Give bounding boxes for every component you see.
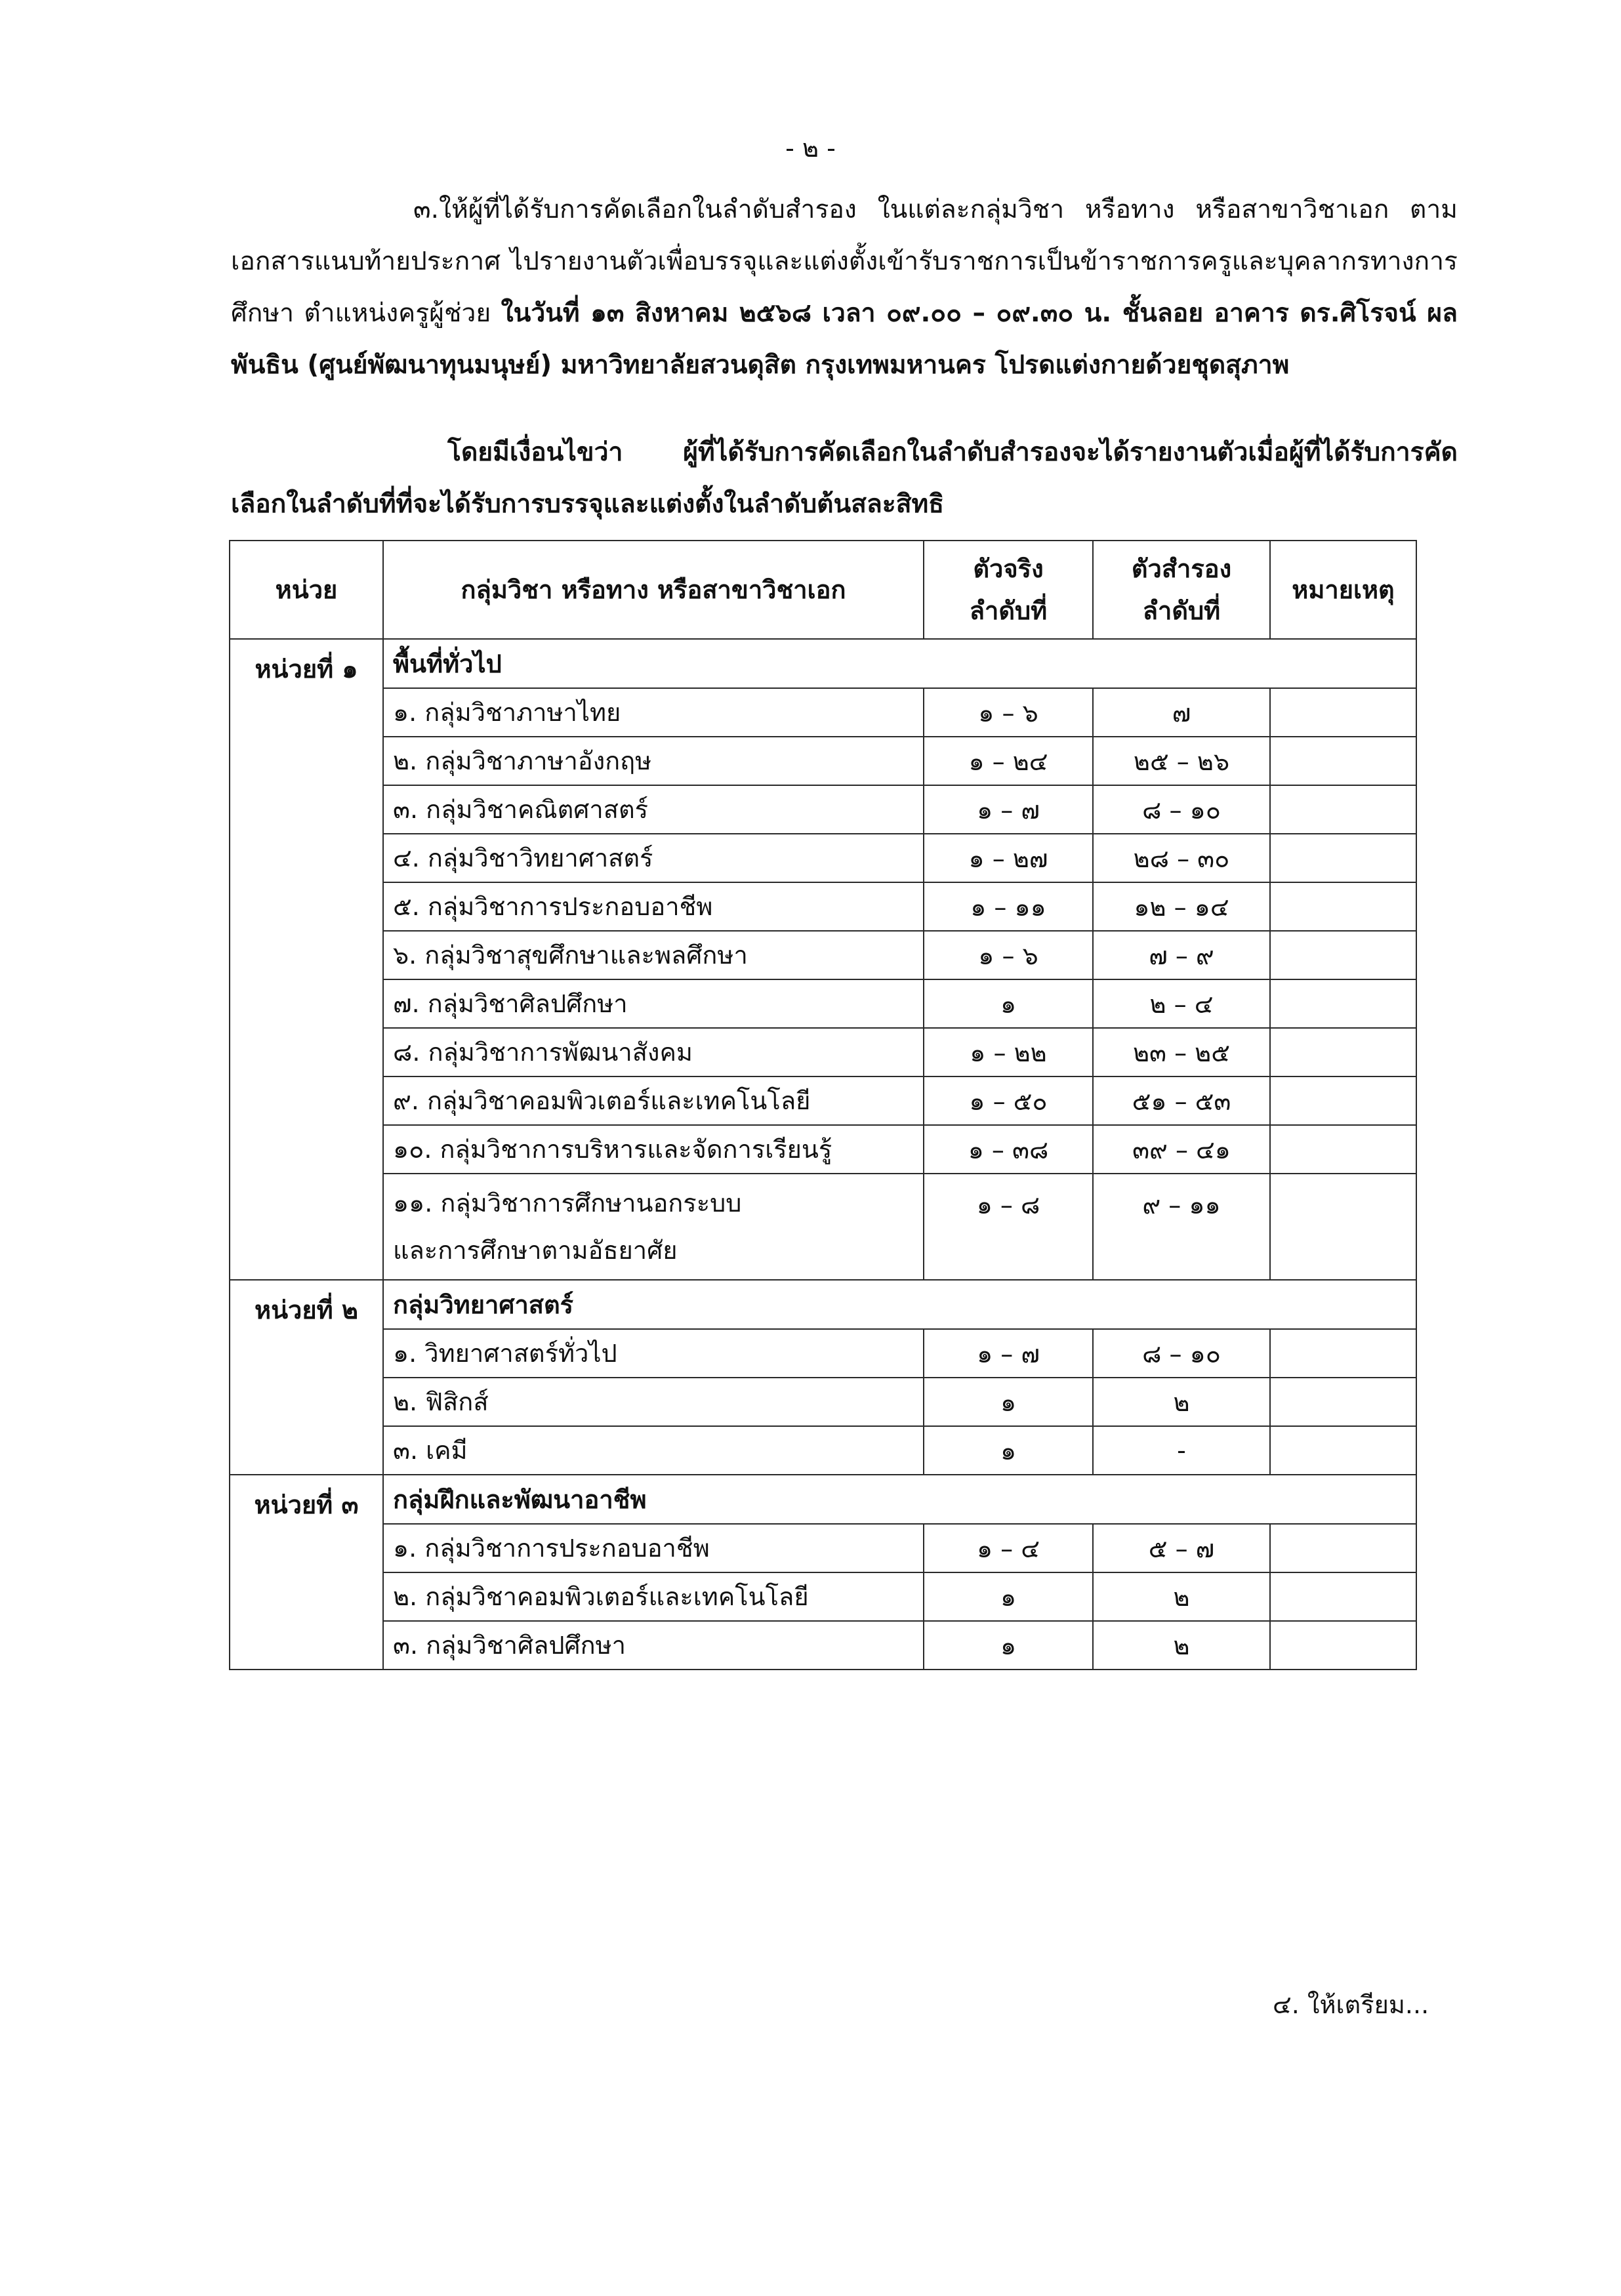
table-row bbox=[230, 688, 1416, 737]
subject-cell bbox=[383, 882, 924, 931]
actual-rank-cell: ๑ – ๖ bbox=[924, 688, 1093, 737]
reserve-rank-cell: ๒๓ – ๒๕ bbox=[1093, 1028, 1270, 1076]
reserve-rank-cell: ๒๘ – ๓๐ bbox=[1093, 834, 1270, 882]
next-page-catchword: ๔. ให้เตรียม... bbox=[1273, 1990, 1429, 2019]
header-actual-line1: ตัวจริง bbox=[973, 554, 1044, 583]
table-row bbox=[230, 1572, 1416, 1621]
table-row bbox=[230, 834, 1416, 882]
subject-name: ๗. กลุ่มวิชาศิลปศึกษา bbox=[393, 989, 628, 1018]
paragraph-condition: โดยมีเงื่อนไขว่า ผู้ที่ได้รับการคัดเลือกในลำดับสำรองจะได้รายงานตัวเมื่อผู้ที่ได้รับการคัดเลือกในลำดับที่ที่จะได้รับการบรรจุและแต่งตั้งในลำดับต้นสละสิทธิ bbox=[231, 438, 1458, 519]
reserve-rank-cell: ๑๒ – ๑๔ bbox=[1093, 882, 1270, 931]
subject-cell bbox=[383, 1621, 924, 1670]
table-row bbox=[230, 1174, 1416, 1280]
subject-name: ๑๑. กลุ่มวิชาการศึกษานอกระบบ bbox=[393, 1189, 742, 1218]
remark-cell bbox=[1270, 979, 1416, 1028]
header-reserve-line1: ตัวสำรอง bbox=[1131, 554, 1232, 583]
unit-label: หน่วยที่ ๓ bbox=[230, 1475, 383, 1670]
remark-cell bbox=[1270, 1621, 1416, 1670]
subject-cell bbox=[383, 1028, 924, 1076]
reserve-list-table bbox=[229, 540, 1417, 1670]
unit-group-name: พื้นที่ทั่วไป bbox=[383, 639, 1416, 688]
subject-cell bbox=[383, 1125, 924, 1174]
subject-cell bbox=[383, 1524, 924, 1572]
reserve-rank-cell: ๘ – ๑๐ bbox=[1093, 785, 1270, 834]
subject-cell bbox=[383, 1076, 924, 1125]
reserve-rank-cell: ๗ bbox=[1093, 688, 1270, 737]
actual-rank-cell: ๑ – ๓๘ bbox=[924, 1125, 1093, 1174]
remark-cell bbox=[1270, 1329, 1416, 1378]
subject-name: ๕. กลุ่มวิชาการประกอบอาชีพ bbox=[393, 892, 713, 921]
page-number: - ๒ - bbox=[785, 134, 836, 163]
table-row bbox=[230, 1125, 1416, 1174]
header-reserve-line2: ลำดับที่ bbox=[1142, 596, 1221, 625]
actual-rank-cell: ๑ – ๔ bbox=[924, 1524, 1093, 1572]
subject-name: ๓. กลุ่มวิชาคณิตศาสตร์ bbox=[393, 795, 649, 824]
subject-cell bbox=[383, 1329, 924, 1378]
table-row bbox=[230, 931, 1416, 979]
subject-cell bbox=[383, 1174, 924, 1280]
table-row bbox=[230, 979, 1416, 1028]
table-row bbox=[230, 1076, 1416, 1125]
actual-rank-cell: ๑ bbox=[924, 1572, 1093, 1621]
subject-name: ๑. กลุ่มวิชาภาษาไทย bbox=[393, 698, 621, 727]
actual-rank-cell: ๑ bbox=[924, 1378, 1093, 1426]
remark-cell bbox=[1270, 1174, 1416, 1280]
header-actual-line2: ลำดับที่ bbox=[969, 596, 1048, 625]
table-row bbox=[230, 737, 1416, 785]
actual-rank-cell: ๑ – ๒๗ bbox=[924, 834, 1093, 882]
table-row bbox=[230, 1426, 1416, 1475]
remark-cell bbox=[1270, 931, 1416, 979]
remark-cell bbox=[1270, 688, 1416, 737]
header-reserve bbox=[1093, 541, 1270, 639]
paragraph-intro: ๓.ให้ผู้ที่ได้รับการคัดเลือกในลำดับสำรอง ในแต่ละกลุ่มวิชา หรือทาง หรือสาขาวิชาเอก ตามเอกสารแนบท้ายประกาศ ไปรายงานตัวเพื่อบรรจุและแต่งตั้งเข้ารับราชการเป็นข้าราชการครูและบุคลากรทางการศึกษา ตำแหน่งครูผู้ช่วย bbox=[231, 195, 1458, 328]
subject-cell bbox=[383, 1426, 924, 1475]
table-header-row bbox=[230, 541, 1416, 639]
actual-rank-cell: ๑ – ๗ bbox=[924, 1329, 1093, 1378]
subject-name: ๘. กลุ่มวิชาการพัฒนาสังคม bbox=[393, 1038, 693, 1067]
subject-name: ๙. กลุ่มวิชาคอมพิวเตอร์และเทคโนโลยี bbox=[393, 1086, 811, 1115]
reserve-rank-cell: ๒๕ – ๒๖ bbox=[1093, 737, 1270, 785]
reserve-rank-cell: ๒ bbox=[1093, 1621, 1270, 1670]
remark-cell bbox=[1270, 737, 1416, 785]
header-remark: หมายเหตุ bbox=[1270, 541, 1416, 639]
subject-cell bbox=[383, 785, 924, 834]
unit-group-name: กลุ่มวิทยาศาสตร์ bbox=[383, 1280, 1416, 1329]
table-row bbox=[230, 1524, 1416, 1572]
reserve-rank-cell: ๒ – ๔ bbox=[1093, 979, 1270, 1028]
subject-cell bbox=[383, 688, 924, 737]
reserve-rank-cell: ๒ bbox=[1093, 1572, 1270, 1621]
unit-group-name: กลุ่มฝึกและพัฒนาอาชีพ bbox=[383, 1475, 1416, 1524]
actual-rank-cell: ๑ – ๗ bbox=[924, 785, 1093, 834]
actual-rank-cell: ๑ – ๒๔ bbox=[924, 737, 1093, 785]
remark-cell bbox=[1270, 1524, 1416, 1572]
actual-rank-cell: ๑ – ๕๐ bbox=[924, 1076, 1093, 1125]
subject-name: ๑๐. กลุ่มวิชาการบริหารและจัดการเรียนรู้ bbox=[393, 1135, 832, 1164]
table-row bbox=[230, 1378, 1416, 1426]
remark-cell bbox=[1270, 1125, 1416, 1174]
header-actual bbox=[924, 541, 1093, 639]
subject-name-line2: และการศึกษาตามอัธยาศัย bbox=[393, 1236, 678, 1265]
remark-cell bbox=[1270, 1076, 1416, 1125]
table-row bbox=[230, 882, 1416, 931]
subject-cell bbox=[383, 1572, 924, 1621]
subject-cell bbox=[383, 931, 924, 979]
subject-name: ๒. กลุ่มวิชาคอมพิวเตอร์และเทคโนโลยี bbox=[393, 1582, 809, 1611]
unit-group-row bbox=[230, 1475, 1416, 1524]
actual-rank-cell: ๑ – ๒๒ bbox=[924, 1028, 1093, 1076]
subject-name: ๒. กลุ่มวิชาภาษาอังกฤษ bbox=[393, 747, 652, 775]
reserve-rank-cell: ๕๑ – ๕๓ bbox=[1093, 1076, 1270, 1125]
unit-group-row bbox=[230, 1280, 1416, 1329]
remark-cell bbox=[1270, 1426, 1416, 1475]
reserve-rank-cell: ๗ – ๙ bbox=[1093, 931, 1270, 979]
table-row bbox=[230, 1028, 1416, 1076]
subject-cell bbox=[383, 834, 924, 882]
actual-rank-cell: ๑ – ๖ bbox=[924, 931, 1093, 979]
actual-rank-cell: ๑ bbox=[924, 1621, 1093, 1670]
subject-cell bbox=[383, 1378, 924, 1426]
unit-label: หน่วยที่ ๑ bbox=[230, 639, 383, 1280]
actual-rank-cell: ๑ – ๘ bbox=[924, 1174, 1093, 1280]
paragraph-report-instructions bbox=[231, 184, 1458, 391]
remark-cell bbox=[1270, 785, 1416, 834]
subject-name: ๓. เคมี bbox=[393, 1436, 468, 1465]
reserve-rank-cell: - bbox=[1093, 1426, 1270, 1475]
table-row bbox=[230, 1329, 1416, 1378]
remark-cell bbox=[1270, 1572, 1416, 1621]
reserve-rank-cell: ๓๙ – ๔๑ bbox=[1093, 1125, 1270, 1174]
table-row bbox=[230, 785, 1416, 834]
actual-rank-cell: ๑ – ๑๑ bbox=[924, 882, 1093, 931]
unit-group-row bbox=[230, 639, 1416, 688]
subject-name: ๔. กลุ่มวิชาวิทยาศาสตร์ bbox=[393, 844, 653, 872]
reserve-rank-cell: ๕ – ๗ bbox=[1093, 1524, 1270, 1572]
remark-cell bbox=[1270, 1028, 1416, 1076]
subject-name: ๑. วิทยาศาสตร์ทั่วไป bbox=[393, 1339, 617, 1368]
reserve-rank-cell: ๒ bbox=[1093, 1378, 1270, 1426]
subject-name: ๑. กลุ่มวิชาการประกอบอาชีพ bbox=[393, 1534, 710, 1563]
table-row bbox=[230, 1621, 1416, 1670]
subject-cell bbox=[383, 737, 924, 785]
remark-cell bbox=[1270, 882, 1416, 931]
actual-rank-cell: ๑ bbox=[924, 1426, 1093, 1475]
subject-name: ๒. ฟิสิกส์ bbox=[393, 1387, 489, 1416]
remark-cell bbox=[1270, 1378, 1416, 1426]
unit-label: หน่วยที่ ๒ bbox=[230, 1280, 383, 1475]
subject-cell bbox=[383, 979, 924, 1028]
header-subject: กลุ่มวิชา หรือทาง หรือสาขาวิชาเอก bbox=[383, 541, 924, 639]
reserve-rank-cell: ๘ – ๑๐ bbox=[1093, 1329, 1270, 1378]
header-unit: หน่วย bbox=[230, 541, 383, 639]
actual-rank-cell: ๑ bbox=[924, 979, 1093, 1028]
reserve-rank-cell: ๙ – ๑๑ bbox=[1093, 1174, 1270, 1280]
paragraph-date-venue: ในวันที่ ๑๓ สิงหาคม ๒๕๖๘ เวลา ๐๙.๐๐ – ๐๙.๓๐ น. ชั้นลอย อาคาร ดร.ศิโรจน์ ผลพันธิน (ศูนย์พัฒนาทุนมนุษย์) มหาวิทยาลัยสวนดุสิต กรุงเทพมหานคร โปรดแต่งกายด้วยชุดสุภาพ bbox=[231, 298, 1458, 380]
subject-name: ๖. กลุ่มวิชาสุขศึกษาและพลศึกษา bbox=[393, 941, 748, 970]
remark-cell bbox=[1270, 834, 1416, 882]
subject-name: ๓. กลุ่มวิชาศิลปศึกษา bbox=[393, 1631, 626, 1660]
